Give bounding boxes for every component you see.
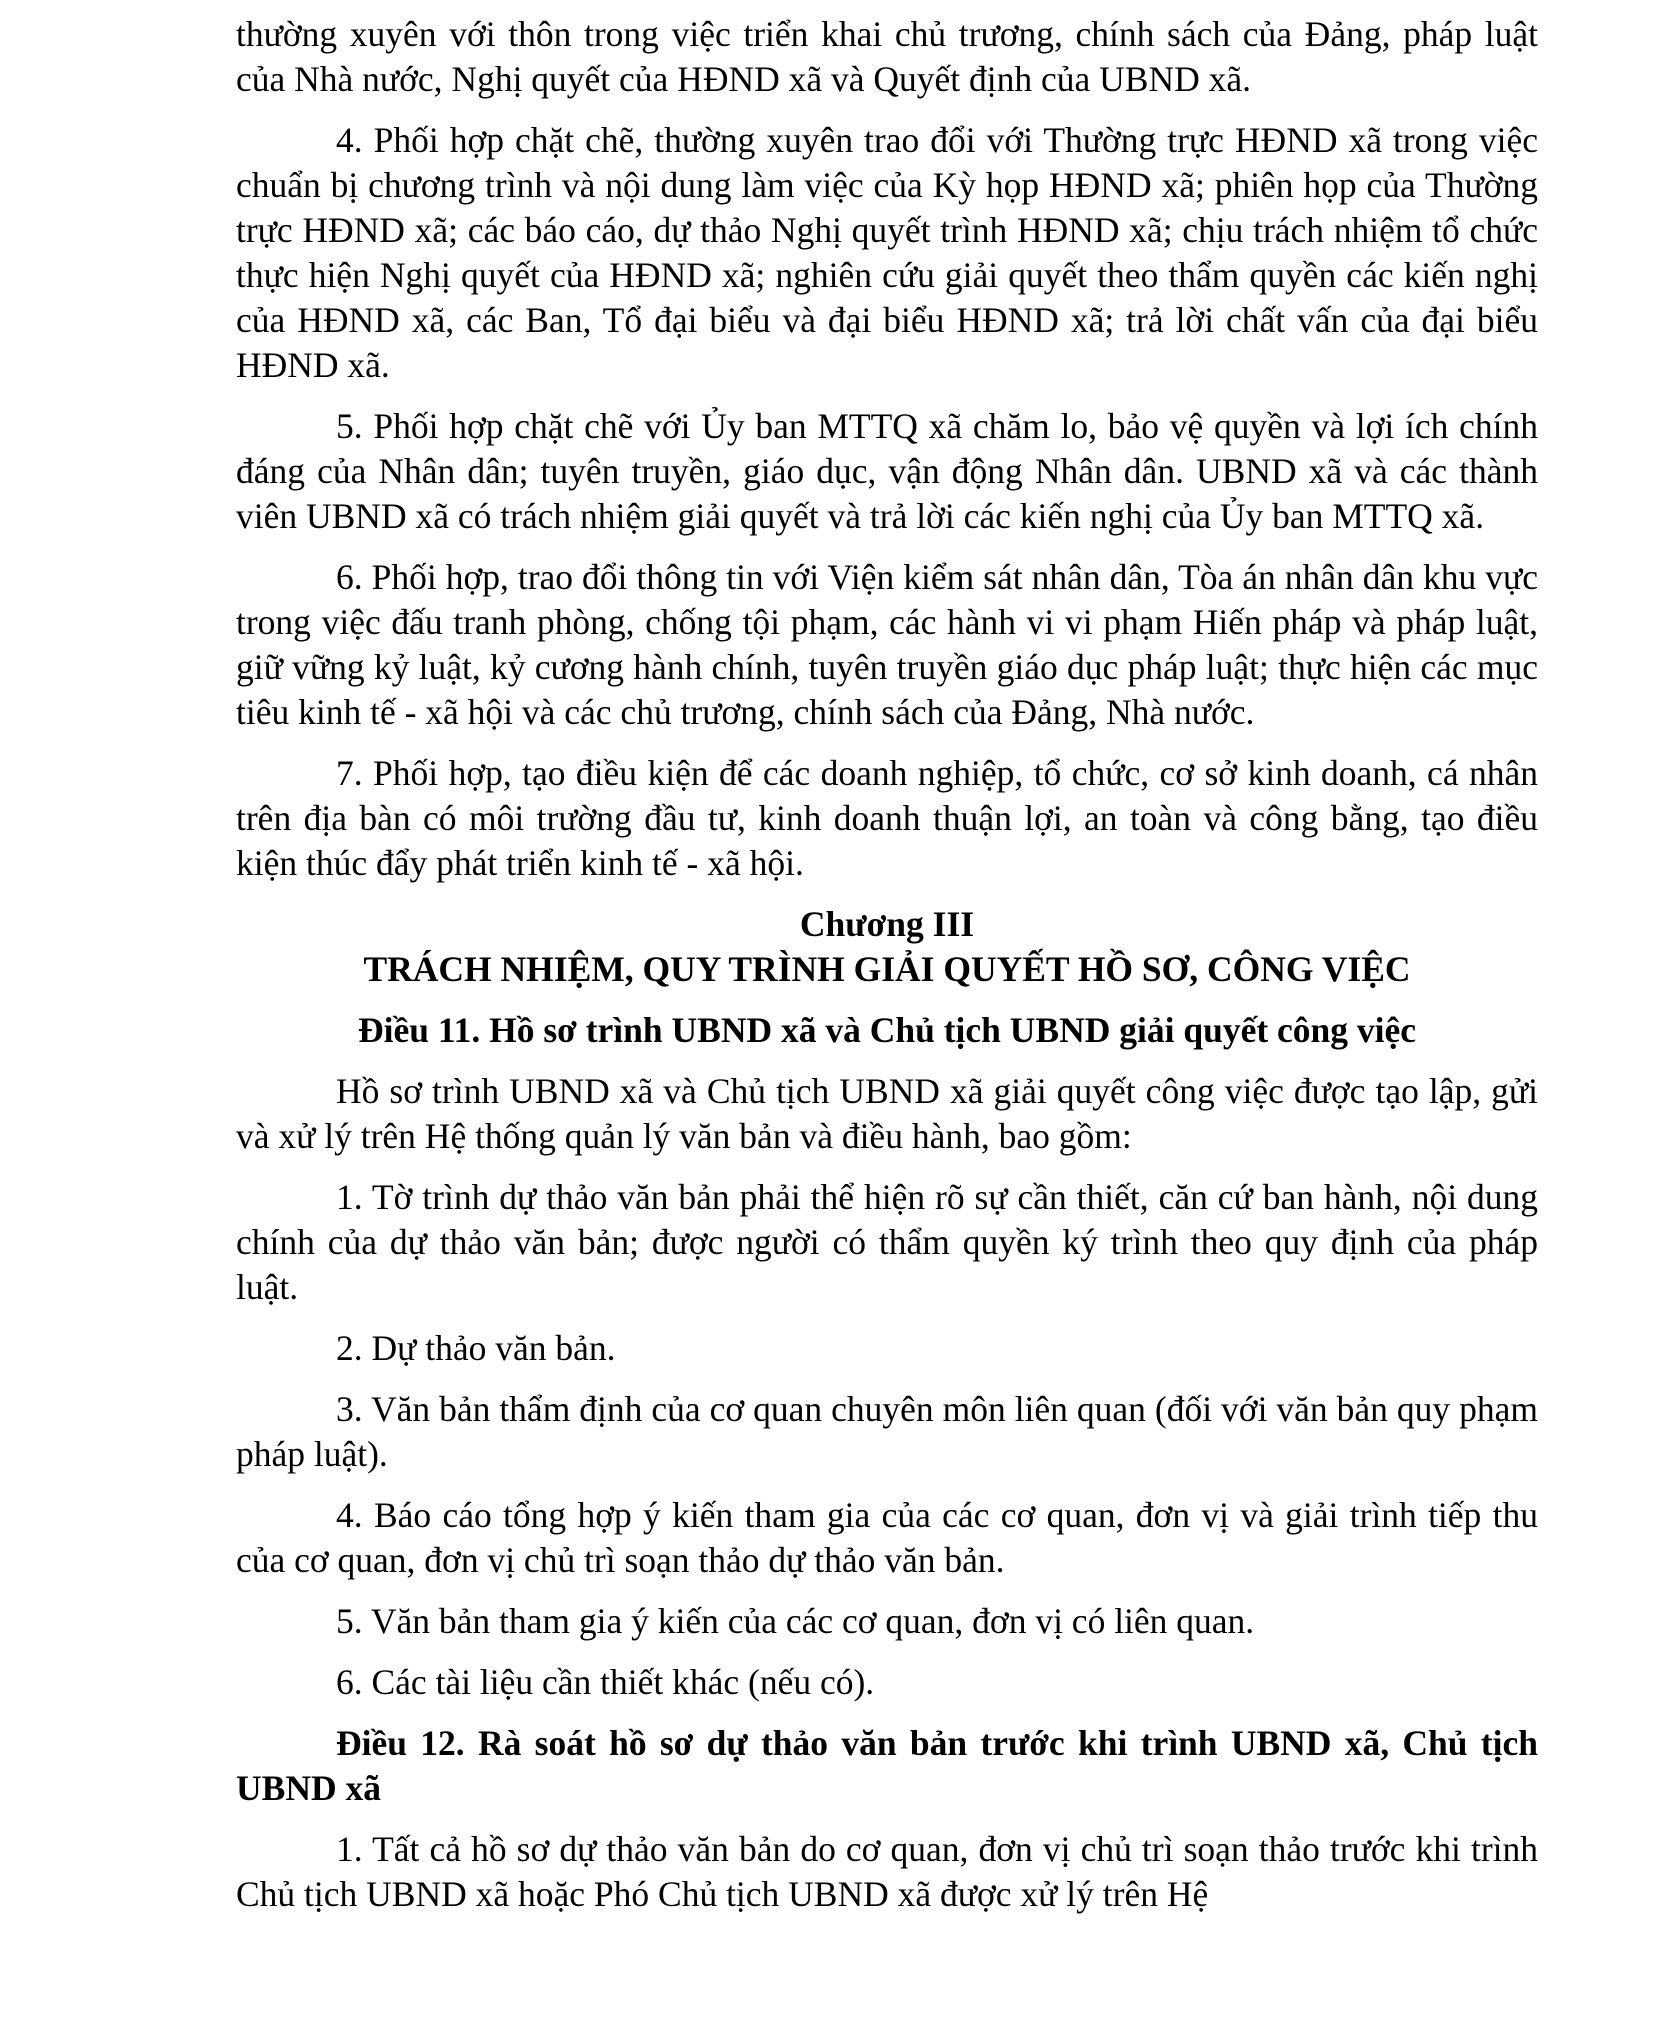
article-11-item-5: 5. Văn bản tham gia ý kiến của các cơ quan, đơn vị có liên quan. [336,1601,1255,1641]
document-page [236,12,1538,1917]
article-11-item-3: 3. Văn bản thẩm định của cơ quan chuyên môn liên quan (đối với văn bản quy phạm pháp luật). [236,1389,1538,1474]
paragraph-continuation: thường xuyên với thôn trong việc triển khai chủ trương, chính sách của Đảng, pháp luật của Nhà nước, Nghị quyết của HĐND xã và Quyết định của UBND xã. [236,14,1538,99]
article-12-item-1: 1. Tất cả hồ sơ dự thảo văn bản do cơ quan, đơn vị chủ trì soạn thảo trước khi trình Chủ tịch UBND xã hoặc Phó Chủ tịch UBND xã được xử lý trên Hệ [236,1829,1538,1914]
chapter-label: Chương III [799,904,975,944]
article-11-heading: Điều 11. Hồ sơ trình UBND xã và Chủ tịch UBND giải quyết công việc [357,1010,1417,1050]
article-11-item-4: 4. Báo cáo tổng hợp ý kiến tham gia của các cơ quan, đơn vị và giải trình tiếp thu của cơ quan, đơn vị chủ trì soạn thảo dự thảo văn bản. [236,1495,1538,1580]
paragraph-item-7: 7. Phối hợp, tạo điều kiện để các doanh nghiệp, tổ chức, cơ sở kinh doanh, cá nhân trên địa bàn có môi trường đầu tư, kinh doanh thuận lợi, an toàn và công bằng, tạo điều kiện thúc đẩy phát triển kinh tế - xã hội. [236,753,1538,883]
article-12-heading: Điều 12. Rà soát hồ sơ dự thảo văn bản trước khi trình UBND xã, Chủ tịch UBND xã [236,1723,1538,1808]
paragraph-item-4: 4. Phối hợp chặt chẽ, thường xuyên trao đổi với Thường trực HĐND xã trong việc chuẩn bị chương trình và nội dung làm việc của Kỳ họp HĐND xã; phiên họp của Thường trực HĐND xã; các báo cáo, dự thảo Nghị quyết trình HĐND xã; chịu trách nhiệm tổ chức thực hiện Nghị quyết của HĐND xã; nghiên cứu giải quyết theo thẩm quyền các kiến nghị của HĐND xã, các Ban, Tổ đại biểu và đại biểu HĐND xã; trả lời chất vấn của đại biểu HĐND xã. [236,120,1538,385]
article-11-item-6: 6. Các tài liệu cần thiết khác (nếu có). [336,1662,875,1702]
paragraph-item-5: 5. Phối hợp chặt chẽ với Ủy ban MTTQ xã chăm lo, bảo vệ quyền và lợi ích chính đáng của Nhân dân; tuyên truyền, giáo dục, vận động Nhân dân. UBND xã và các thành viên UBND xã có trách nhiệm giải quyết và trả lời các kiến nghị của Ủy ban MTTQ xã. [236,406,1538,536]
article-11-item-2: 2. Dự thảo văn bản. [336,1328,616,1368]
article-11-intro: Hồ sơ trình UBND xã và Chủ tịch UBND xã giải quyết công việc được tạo lập, gửi và xử lý trên Hệ thống quản lý văn bản và điều hành, bao gồm: [236,1071,1538,1156]
paragraph-item-6: 6. Phối hợp, trao đổi thông tin với Viện kiểm sát nhân dân, Tòa án nhân dân khu vực trong việc đấu tranh phòng, chống tội phạm, các hành vi vi phạm Hiến pháp và pháp luật, giữ vững kỷ luật, kỷ cương hành chính, tuyên truyền giáo dục pháp luật; thực hiện các mục tiêu kinh tế - xã hội và các chủ trương, chính sách của Đảng, Nhà nước. [236,557,1538,732]
article-11-item-1: 1. Tờ trình dự thảo văn bản phải thể hiện rõ sự cần thiết, căn cứ ban hành, nội dung chính của dự thảo văn bản; được người có thẩm quyền ký trình theo quy định của pháp luật. [236,1177,1538,1307]
chapter-title: TRÁCH NHIỆM, QUY TRÌNH GIẢI QUYẾT HỒ SƠ, CÔNG VIỆC [363,949,1411,989]
